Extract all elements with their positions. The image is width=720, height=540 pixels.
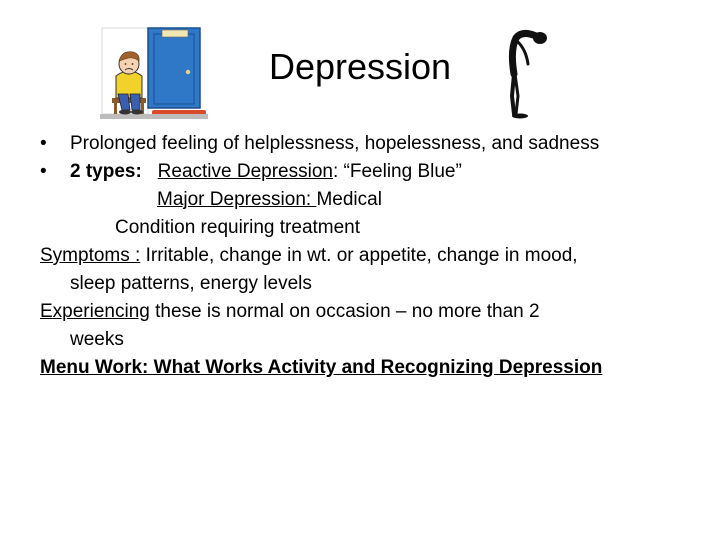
bullet-icon: • <box>40 161 47 182</box>
bullet-types <box>40 158 690 186</box>
types-lead: 2 types: <box>70 161 142 182</box>
symptoms-line <box>40 242 690 270</box>
slide-title: Depression <box>268 46 452 87</box>
major-depression-text: Medical <box>316 189 382 210</box>
menu-work-line <box>40 354 690 382</box>
symptoms-text-cont: sleep patterns, energy levels <box>70 273 312 294</box>
symptoms-line-2 <box>40 270 690 298</box>
experiencing-text-cont: weeks <box>70 329 124 350</box>
sad-boy-clipart-icon <box>100 26 208 120</box>
bullet-definition <box>40 130 690 158</box>
major-depression-continuation <box>40 214 690 242</box>
menu-work-text: Menu Work: What Works Activity and Recognizing Depression <box>40 357 603 378</box>
bullet-icon: • <box>40 133 47 154</box>
symptoms-text: Irritable, change in wt. or appetite, change in mood, <box>140 245 578 266</box>
definition-text: Prolonged feeling of helplessness, hopelessness, and sadness <box>70 133 600 154</box>
slide-body <box>40 130 690 382</box>
major-depression-label: Major Depression: <box>157 189 317 210</box>
experiencing-text: these is normal on occasion – no more than 2 <box>149 301 540 322</box>
drooping-figure-clipart-icon <box>500 24 562 120</box>
experiencing-label: Experiencing <box>40 301 150 322</box>
reactive-depression-text: : “Feeling Blue” <box>332 161 462 182</box>
symptoms-label: Symptoms : <box>40 245 141 266</box>
major-depression-line <box>40 186 690 214</box>
reactive-depression-label: Reactive Depression <box>157 161 333 182</box>
major-depression-cont-text: Condition requiring treatment <box>115 217 361 238</box>
experiencing-line-2 <box>40 326 690 354</box>
experiencing-line <box>40 298 690 326</box>
